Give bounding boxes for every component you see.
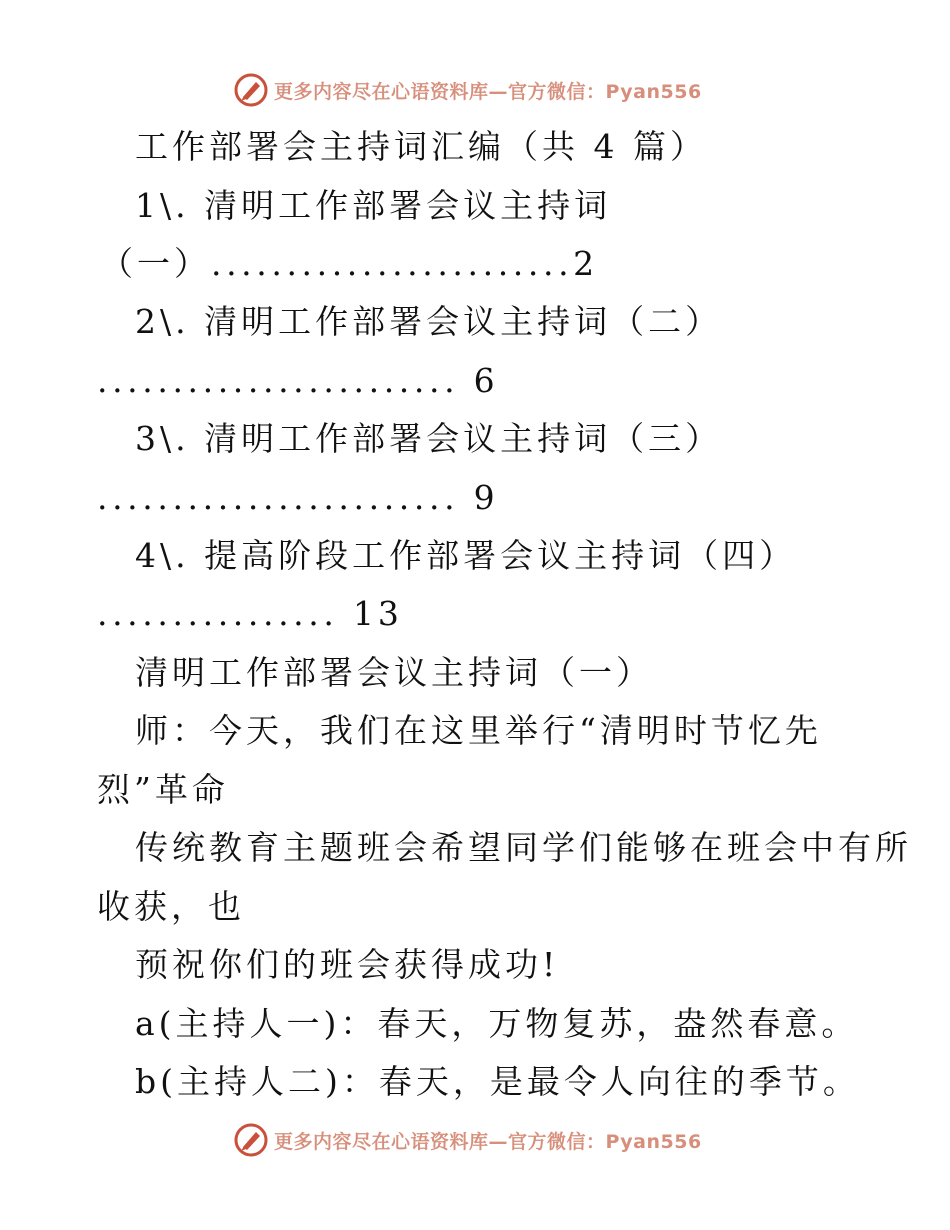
- toc-entry-4-cont[interactable]: [97, 594, 403, 634]
- toc-entry-2-cont[interactable]: [97, 361, 499, 401]
- paragraph-line: 预祝你们的班会获得成功!: [135, 945, 560, 984]
- toc-page-number: 13: [352, 594, 403, 633]
- toc-entry-4[interactable]: 4\. 提高阶段工作部署会议主持词（四）: [135, 536, 797, 575]
- watermark-text: 更多内容尽在心语资料库—官方微信：Pyan556: [274, 80, 702, 103]
- pen-logo-icon: [234, 73, 268, 107]
- toc-entry-3-cont[interactable]: [97, 478, 499, 518]
- pen-logo-icon: [234, 1123, 268, 1157]
- paragraph-line: 收获，也: [97, 887, 245, 926]
- toc-leader-dots: ................: [97, 594, 339, 633]
- paragraph-line: 师：今天，我们在这里举行“清明时节忆先: [135, 711, 822, 750]
- section-heading: 清明工作部署会议主持词（一）: [135, 653, 653, 692]
- paragraph-line: b(主持人二)：春天，是最令人向往的季节。: [135, 1062, 860, 1101]
- toc-entry-1[interactable]: 1\. 清明工作部署会议主持词: [135, 186, 612, 225]
- document-title: 工作部署会主持词汇编（共 4 篇）: [135, 127, 707, 166]
- watermark-footer: [234, 1120, 714, 1160]
- toc-page-number: 2: [573, 244, 599, 283]
- paragraph-line: a(主持人一)：春天，万物复苏，盎然春意。: [135, 1004, 859, 1043]
- toc-entry-1-cont[interactable]: [100, 244, 598, 284]
- toc-entry-2[interactable]: 2\. 清明工作部署会议主持词（二）: [135, 302, 723, 341]
- watermark-text: 更多内容尽在心语资料库—官方微信：Pyan556: [274, 1130, 702, 1153]
- toc-leader-dots: ........................: [97, 361, 460, 400]
- toc-leader-dots: ........................: [211, 244, 574, 283]
- toc-page-number: 6: [473, 361, 499, 400]
- toc-leader-dots: ........................: [97, 478, 460, 517]
- toc-entry-1-suffix: （一）: [100, 244, 211, 283]
- toc-entry-3[interactable]: 3\. 清明工作部署会议主持词（三）: [135, 419, 723, 458]
- toc-page-number: 9: [473, 478, 499, 517]
- watermark-header: [234, 70, 714, 110]
- paragraph-line: 传统教育主题班会希望同学们能够在班会中有所: [135, 828, 912, 867]
- paragraph-line: 烈”革命: [97, 770, 229, 809]
